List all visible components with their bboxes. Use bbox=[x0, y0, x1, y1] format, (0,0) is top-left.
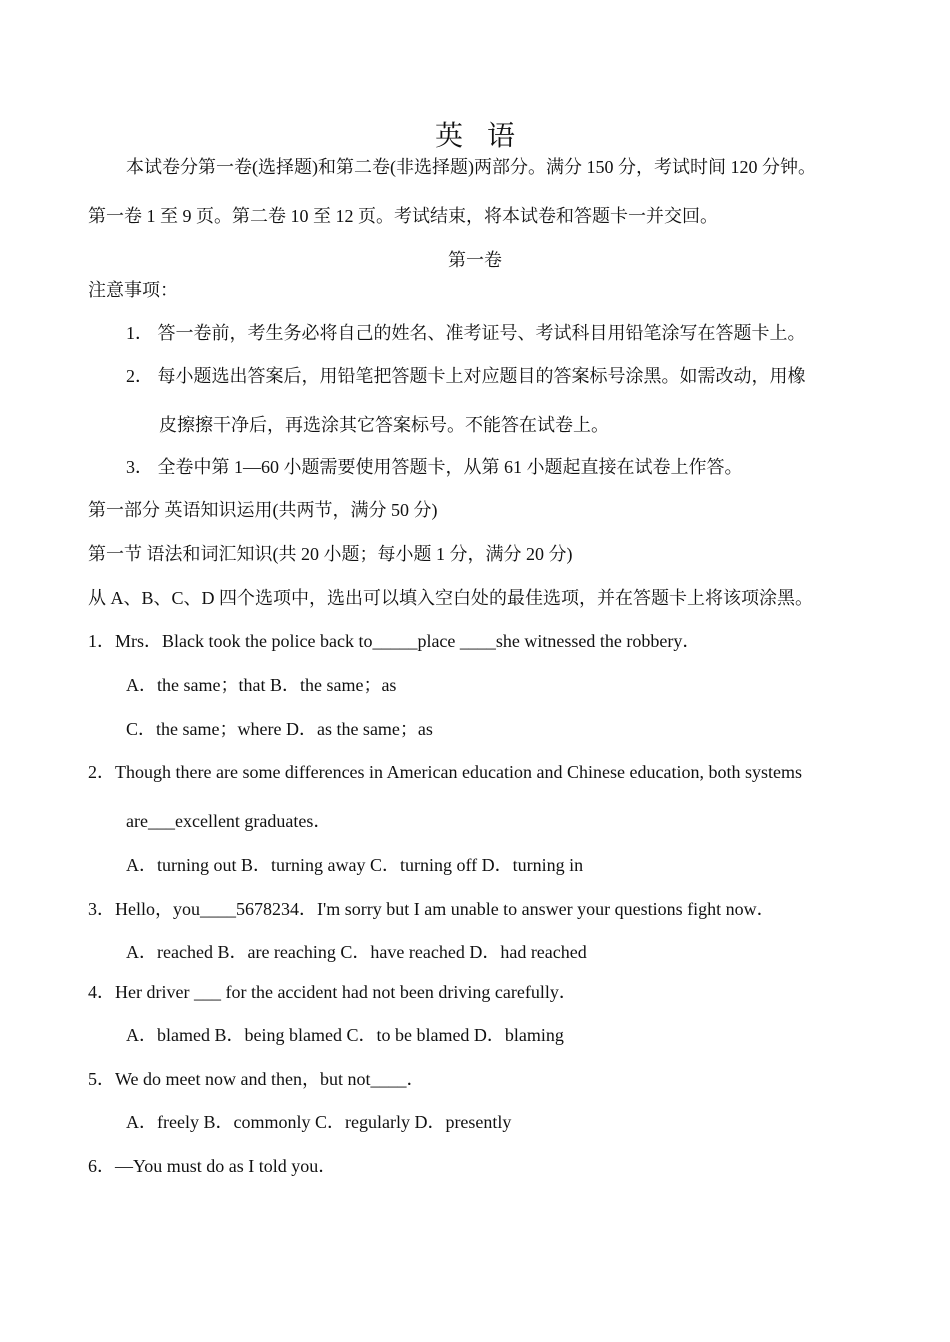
instruction: 从 A、B、C、D 四个选项中，选出可以填入空白处的最佳选项，并在答题卡上将该项涂黑。 bbox=[88, 588, 814, 608]
question-2-stem-cont: are___excellent graduates． bbox=[126, 811, 332, 831]
intro-line-1: 本试卷分第一卷(选择题)和第二卷(非选择题)两部分。满分 150 分，考试时间 120 分钟。 bbox=[126, 157, 816, 177]
question-2-stem: 2．Though there are some differences in American education and Chinese education, both systems bbox=[88, 762, 802, 782]
page-title: 英语 bbox=[434, 121, 539, 152]
note-item-1: 1． 答一卷前，考生务必将自己的姓名、准考证号、考试科目用铅笔涂写在答题卡上。 bbox=[126, 323, 806, 343]
section-heading: 第一节 语法和词汇知识(共 20 小题；每小题 1 分，满分 20 分) bbox=[88, 544, 573, 564]
question-5-options: A．freely B．commonly C．regularly D．presently bbox=[126, 1112, 512, 1132]
question-3-options: A．reached B．are reaching C．have reached D．had reached bbox=[126, 942, 587, 962]
question-5-stem: 5．We do meet now and then，but not____． bbox=[88, 1069, 425, 1089]
notes-heading: 注意事项： bbox=[88, 280, 178, 300]
note-item-2-cont: 皮擦擦干净后，再选涂其它答案标号。不能答在试卷上。 bbox=[159, 415, 609, 435]
question-6-stem: 6．—You must do as I told you． bbox=[88, 1156, 337, 1176]
question-4-stem: 4．Her driver ___ for the accident had not been driving carefully． bbox=[88, 982, 577, 1002]
question-1-options-a: A．the same；that B．the same；as bbox=[126, 675, 397, 695]
question-2-options: A．turning out B．turning away C．turning off D．turning in bbox=[126, 855, 584, 875]
intro-line-2: 第一卷 1 至 9 页。第二卷 10 至 12 页。考试结束，将本试卷和答题卡一并交回。 bbox=[88, 206, 718, 226]
question-1-stem: 1．Mrs．Black took the police back to_____place ____she witnessed the robbery． bbox=[88, 631, 701, 651]
part-heading: 第一部分 英语知识运用(共两节，满分 50 分) bbox=[88, 500, 438, 520]
question-1-options-b: C．the same；where D．as the same；as bbox=[126, 719, 433, 739]
note-item-2: 2． 每小题选出答案后，用铅笔把答题卡上对应题目的答案标号涂黑。如需改动，用橡 bbox=[126, 366, 806, 386]
note-item-3: 3． 全卷中第 1—60 小题需要使用答题卡，从第 61 小题起直接在试卷上作答。 bbox=[126, 457, 743, 477]
question-3-stem: 3．Hello，you____5678234．I'm sorry but I am unable to answer your questions fight now． bbox=[88, 899, 775, 919]
question-4-options: A．blamed B．being blamed C．to be blamed D．blaming bbox=[126, 1025, 564, 1045]
volume-heading: 第一卷 bbox=[448, 250, 502, 270]
